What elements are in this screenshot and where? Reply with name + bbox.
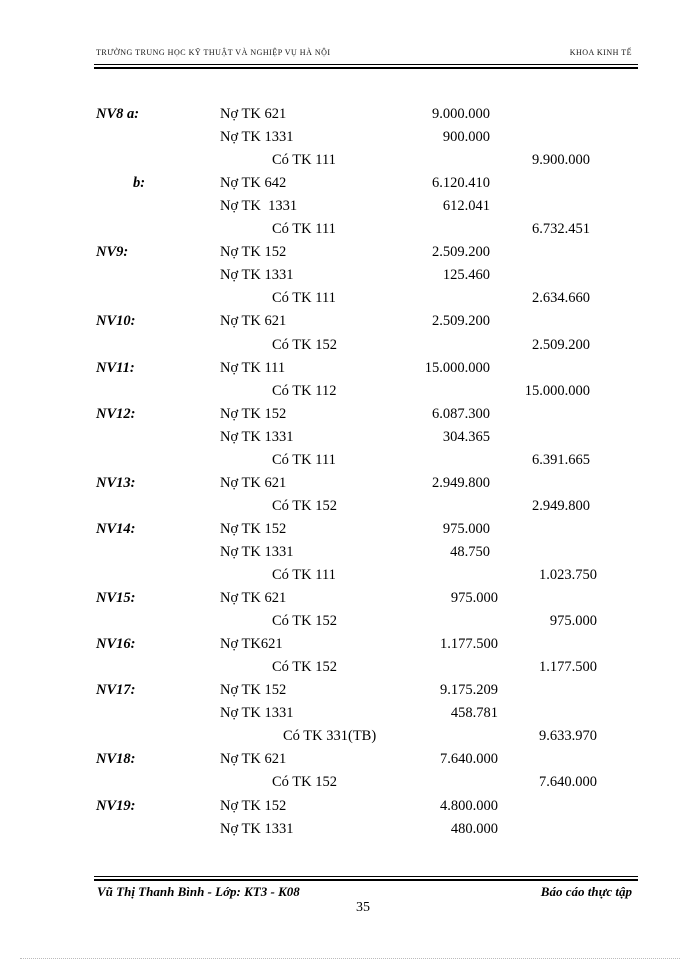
debit-account: Nợ TK 111 [220,359,286,376]
entry-row [0,267,700,290]
entry-label: NV13: [96,474,136,491]
entry-row [0,290,700,313]
credit-account: Có TK 152 [272,336,337,353]
debit-amount: 2.509.200 [432,313,490,330]
entry-row [0,360,700,383]
credit-account: Có TK 111 [272,451,336,468]
header-school-name: TRƯỜNG TRUNG HỌC KỸ THUẬT VÀ NGHIỆP VỤ HÀ NỘI [96,48,331,57]
entry-row [0,198,700,221]
debit-amount: 7.640.000 [440,751,498,768]
debit-account: Nợ TK 1331 [220,267,294,284]
entry-row [0,751,700,774]
credit-account: Có TK 111 [272,221,336,238]
entry-row [0,544,700,567]
debit-amount: 612.041 [442,198,490,215]
debit-account: Nợ TK 621 [220,106,287,122]
entry-row [0,106,700,129]
credit-amount: 1.177.500 [539,659,597,676]
entry-label: NV19: [96,797,136,814]
credit-amount: 9.633.970 [539,728,597,745]
entry-label: NV10: [96,313,136,330]
credit-amount: 975.000 [549,613,597,630]
credit-amount: 2.949.800 [532,497,590,514]
debit-account: Nợ TK 152 [220,244,287,261]
entry-row [0,221,700,244]
debit-amount: 900.000 [442,129,490,146]
entry-row [0,406,700,429]
footer-report-title: Báo cáo thực tập [540,884,632,899]
debit-account: Nợ TK 1331 [220,705,294,722]
debit-amount: 975.000 [442,520,490,537]
debit-account: Nợ TK 1331 [220,129,294,146]
debit-amount: 6.087.300 [432,405,490,422]
debit-account: Nợ TK 152 [220,797,287,814]
credit-account: Có TK 111 [272,152,336,169]
entry-label: NV16: [96,636,136,653]
entry-row [0,521,700,544]
credit-amount: 15.000.000 [524,382,590,399]
entry-label: NV14: [96,520,136,537]
debit-account: Nợ TK 621 [220,474,287,491]
debit-account: Nợ TK 152 [220,682,287,699]
credit-account: Có TK 152 [272,497,337,514]
credit-amount: 7.640.000 [539,774,597,791]
credit-account: Có TK 111 [272,290,336,307]
header-department: KHOA KINH TẾ [569,48,632,57]
debit-account: Nợ TK 1331 [220,820,294,837]
debit-account: Nợ TK 152 [220,405,287,422]
entry-row [0,728,700,751]
debit-account: Nợ TK 1331 [220,428,294,445]
entry-label: NV11: [96,359,135,376]
credit-amount: 6.391.665 [532,451,590,468]
entry-row [0,613,700,636]
credit-amount: 2.634.660 [532,290,590,307]
entry-row [0,590,700,613]
entry-row [0,705,700,728]
debit-amount: 1.177.500 [440,636,498,653]
footer-rule-thick [94,879,638,881]
debit-amount: 480.000 [450,820,498,837]
entry-row [0,567,700,590]
debit-amount: 458.781 [450,705,498,722]
debit-amount: 6.120.410 [432,175,490,192]
entry-label: NV15: [96,590,136,607]
credit-amount: 9.900.000 [532,152,590,169]
debit-account: Nợ TK 621 [220,313,287,330]
credit-account: Có TK 152 [272,659,337,676]
debit-amount: 2.949.800 [432,474,490,491]
entry-row [0,774,700,797]
entry-row [0,636,700,659]
credit-account: Có TK 111 [272,567,336,583]
entry-row [0,821,700,844]
entry-row [0,659,700,682]
debit-account: Nợ TK 152 [220,520,287,537]
debit-amount: 125.460 [442,267,490,284]
entry-row [0,429,700,452]
entry-row [0,244,700,267]
debit-amount: 975.000 [450,590,498,607]
entry-row [0,383,700,406]
debit-amount: 48.750 [450,543,490,560]
debit-amount: 2.509.200 [432,244,490,261]
credit-account: Có TK 112 [272,382,337,399]
page-edge-divider [20,958,680,959]
entry-label: b: [133,175,146,192]
debit-account: Nợ TK 621 [220,590,287,607]
credit-account: Có TK 331(TB) [283,728,377,745]
debit-account: Nợ TK 1331 [220,198,298,215]
entry-label: NV12: [96,405,136,422]
entry-row [0,129,700,152]
debit-amount: 4.800.000 [440,797,498,814]
entry-label: NV17: [96,682,136,699]
entry-label: NV18: [96,751,136,768]
debit-account: Nợ TK 642 [220,175,287,192]
debit-amount: 9.175.209 [440,682,498,699]
entry-row [0,175,700,198]
entry-row [0,475,700,498]
credit-amount: 1.023.750 [539,567,597,583]
debit-account: Nợ TK 621 [220,751,287,768]
debit-account: Nợ TK621 [220,636,283,653]
footer-rule-thin [94,876,638,877]
entry-label: NV8 a: [96,106,140,122]
debit-account: Nợ TK 1331 [220,543,294,560]
page-number: 35 [356,900,370,915]
entry-label: NV9: [96,244,129,261]
debit-amount: 9.000.000 [432,106,490,122]
footer-author: Vũ Thị Thanh Bình - Lớp: KT3 - K08 [97,884,300,899]
debit-amount: 304.365 [442,428,490,445]
debit-amount: 15.000.000 [424,359,490,376]
credit-amount: 2.509.200 [532,336,590,353]
entry-row [0,452,700,475]
credit-account: Có TK 152 [272,613,337,630]
credit-amount: 6.732.451 [532,221,590,238]
entry-row [0,313,700,336]
entry-row [0,152,700,175]
credit-account: Có TK 152 [272,774,337,791]
entry-row [0,682,700,705]
entry-row [0,337,700,360]
entry-row [0,798,700,821]
entry-row [0,498,700,521]
